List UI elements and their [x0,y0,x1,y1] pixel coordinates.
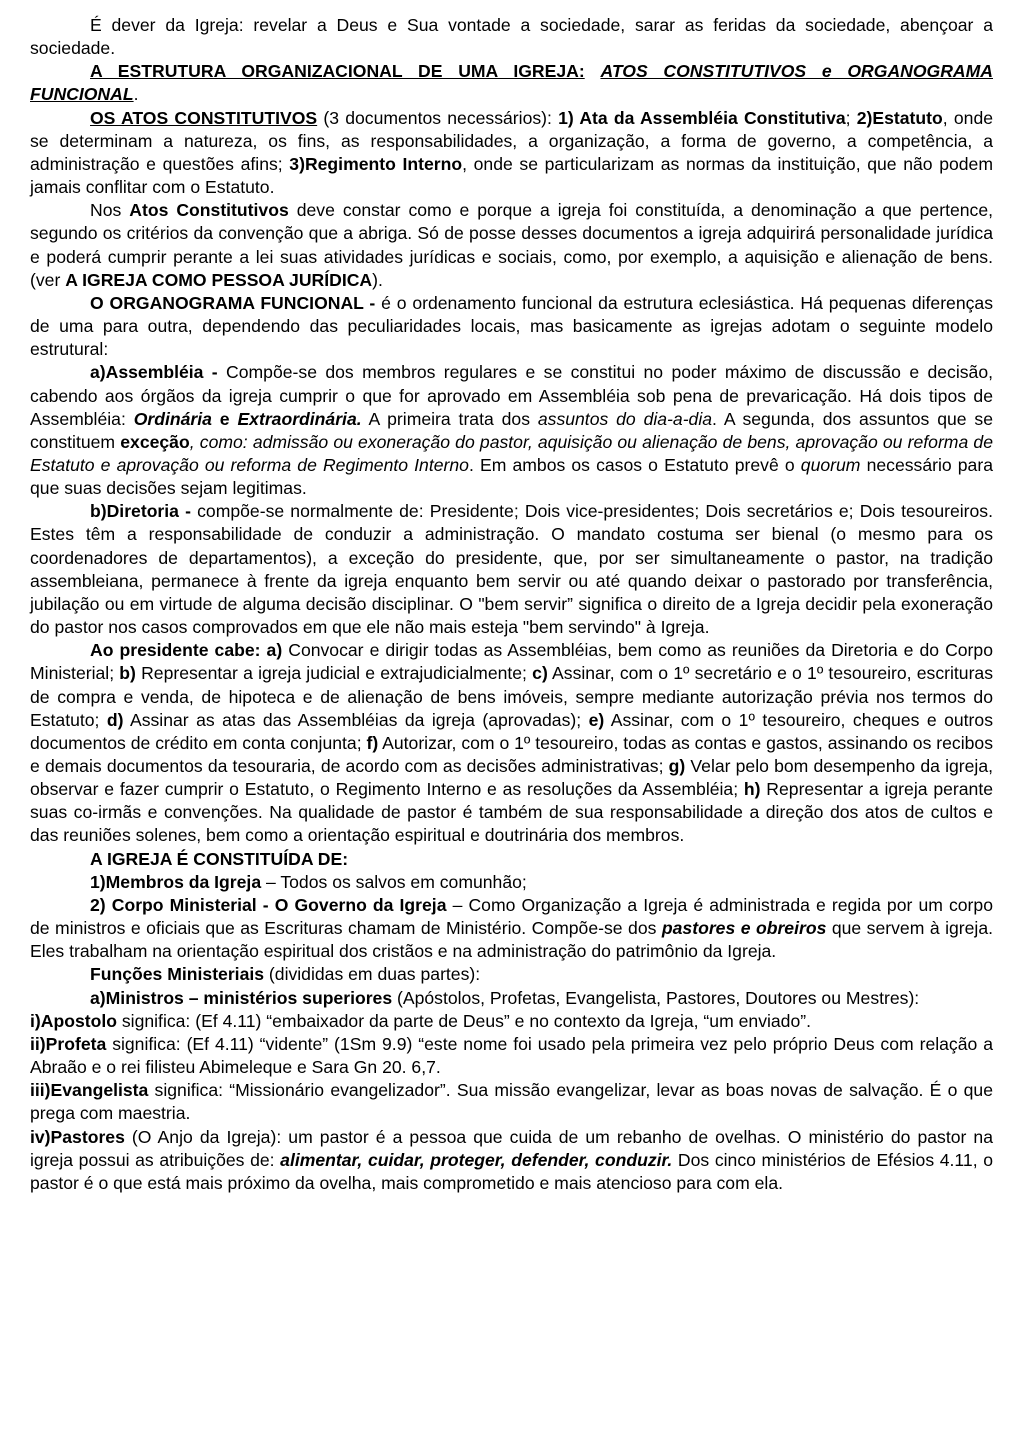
paragraph-ministers [30,987,993,1010]
term: e) [588,709,605,730]
term: c) [532,663,548,684]
term: d) [106,709,124,730]
term: Ao presidente cabe: a) [90,640,283,661]
paragraph-constitutive-acts [30,107,993,200]
text: Autorizar, com o 1º tesoureiro, todas as contas e gastos, assinando os recibos e demais documentos da tesouraria, de acordo com as decisões administrativas; [30,732,994,776]
text: (O Anjo da Igreja): um pastor é a pessoa que cuida de um rebanho de ovelhas. O ministério do pastor na igreja possui as atribuições de: [30,1126,993,1170]
term: iii)Evangelista [30,1080,149,1101]
term: OS ATOS CONSTITUTIVOS [90,107,318,128]
text: é o ordenamento funcional da estrutura eclesiástica. Há pequenas diferenças de uma para outra, dependendo das peculiaridades locais, mas basicamente as igrejas adotam o seguinte modelo estrutural: [30,292,993,360]
text: e [211,408,238,429]
term: Atos Constitutivos [129,200,289,221]
term: 3)Regimento Interno [289,153,463,174]
term: 2) Corpo Ministerial - O Governo da Igreja [90,894,447,915]
text: Convocar e dirigir todas as Assembléias, bem como as reuniões da Diretoria e do Corpo Ministerial; [30,640,993,684]
text: Assinar, com o 1º secretário e o 1º tesoureiro, escrituras de compra e venda, de hipoteca e de alienação de bens imóveis, sempre mediante autorização prévia nos termos do Estatuto; [30,663,994,730]
paragraph-church-duty [30,14,993,60]
paragraph-organogram [30,292,993,361]
term: b) [119,663,136,684]
paragraph-ministerial-functions [30,963,993,986]
paragraph-evangelist [30,1079,993,1125]
text: significa: “Missionário evangelizador”. Sua missão evangelizar, levar as boas novas de salvação. É o que prega com maestria. [30,1080,993,1124]
text: Compõe-se dos membros regulares e se constitui no poder máximo de discussão e decisão, cabendo aos órgãos da igreja cumprir o que for aprovado em Assembléia sob pena de prevaricação. Há dois tipos de Assembléia: [30,362,994,429]
document-body [30,14,993,1195]
text: É dever da Igreja: revelar a Deus e Sua vontade a sociedade, sarar as feridas da sociedade, abençoar a sociedade. [30,15,993,59]
paragraph-constitutive-acts-detail [30,199,993,292]
text: necessário para que suas decisões sejam legitimas. [30,454,993,499]
term: i)Apostolo [30,1010,117,1031]
section-heading-constituted [30,848,993,871]
emphasis: quorum [800,454,861,475]
term: h) [743,779,761,800]
term: exceção [120,431,190,452]
emphasis: assuntos do dia-a-dia [537,408,713,429]
text: , onde se particularizam as normas da instituição, que não podem jamais conflitar com o Estatuto. [30,153,993,198]
paragraph-members [30,871,993,894]
heading: A IGREJA É CONSTITUÍDA DE: [90,848,349,869]
term: a)Assembléia - [90,362,218,383]
paragraph-board [30,500,993,639]
text: A primeira trata dos [361,408,538,429]
paragraph-ministerial-body [30,894,993,963]
term: Ordinária [133,408,212,429]
term: A IGREJA COMO PESSOA JURÍDICA [65,269,373,290]
subtitle: ATOS CONSTITUTIVOS e ORGANOGRAMA FUNCIONAL [30,61,993,105]
term: b)Diretoria - [90,501,191,522]
term: ii)Profeta [30,1033,107,1054]
text: . Em ambos os casos o Estatuto prevê o [468,454,801,475]
text: (divididas em duas partes): [264,964,481,985]
section-heading-structure [30,60,993,106]
text: , onde se determinam a natureza, os fins, as responsabilidades, a organização, a forma de governo, a competência, a administração e questões afins; [30,107,994,174]
emphasis: pastores e obreiros [661,918,827,939]
text: . A segunda, dos assuntos que se constituem [30,408,994,452]
text: Assinar, com o 1º tesoureiro, cheques e outros documentos de crédito em conta conjunta; [30,709,993,753]
paragraph-apostle [30,1010,993,1033]
heading: A ESTRUTURA ORGANIZACIONAL DE UMA IGREJA: [90,61,585,82]
text: . [133,84,139,105]
term: O ORGANOGRAMA FUNCIONAL - [90,292,376,313]
text: significa: (Ef 4.11) “vidente” (1Sm 9.9) “este nome foi usado pela primeira vez pelo próprio Deus com relação a Abraão e o rei filisteu Abimeleque e Sara Gn 20. 6,7. [30,1033,993,1078]
paragraph-pastors [30,1126,993,1195]
text: Nos [90,200,130,221]
term: g) [668,756,686,776]
text: Assinar as atas das Assembléias da igreja (aprovadas); [123,709,589,730]
term: 1)Membros da Igreja [90,871,262,892]
paragraph-president-duties [30,639,993,847]
text: Velar pelo bom desempenho da igreja, observar e fazer cumprir o Estatuto, o Regimento Interno e as resoluções da Assembléia; [30,756,993,800]
paragraph-assembly [30,361,993,500]
term: 2)Estatuto [856,107,943,128]
emphasis: alimentar, cuidar, proteger, defender, conduzir. [280,1149,673,1170]
text: deve constar como e porque a igreja foi constituída, a denominação a que pertence, segundo os critérios da convenção que a abriga. Só de posse desses documentos a igreja adquirirá personalidade jurídica e poderá cumprir perante a lei suas atividades jurídicas e sociais, como, por exemplo, a aquisição e alienação de bens. (ver [30,200,993,290]
emphasis: : admissão ou exoneração do pastor, aquisição ou alienação de bens, aprovação ou reforma de Estatuto e aprovação ou reforma de Regimento Interno [30,431,993,475]
term: Extraordinária. [237,408,362,429]
text: Representar a igreja judicial e extrajudicialmente; [135,663,533,684]
text: ). [372,269,383,290]
term: Funções Ministeriais [90,964,265,985]
text: que servem à igreja. Eles trabalham na orientação espiritual dos cristãos e na administração do patrimônio da Igreja. [30,918,993,962]
text: – Como Organização a Igreja é administrada e regida por um corpo de ministros e oficiais que as Escrituras chamam de Ministério. Compõe-se dos [30,894,993,939]
emphasis: , como [189,431,243,452]
text: – Todos os salvos em comunhão; [261,871,527,892]
term: a)Ministros – ministérios superiores [90,987,393,1008]
text: significa: (Ef 4.11) “embaixador da parte de Deus” e no contexto da Igreja, “um enviado”. [116,1010,812,1031]
term: f) [366,732,379,753]
text: (3 documentos necessários): [317,107,559,128]
text: Representar a igreja perante suas co-irmãs e convenções. Na qualidade de pastor é também de sua responsabilidade a direção dos atos de cultos e das reuniões solenes, bem como a orientação espiritual e doutrinária dos membros. [30,779,993,846]
text: Dos cinco ministérios de Efésios 4.11, o pastor é o que está mais próximo da ovelha, mais comprometido e mais atencioso para com ela. [30,1149,994,1193]
text: ; [845,107,857,128]
paragraph-prophet [30,1033,993,1079]
text: compõe-se normalmente de: Presidente; Dois vice-presidentes; Dois secretários e; Dois tesoureiros. Estes têm a responsabilidade de conduzir a administração. O mandato costuma ser bienal (o mesmo para os coordenadores de departamentos), a exceção do presidente, que, por ser simultaneamente o pastor, na tradição assembleiana, permanece à frente da igreja enquanto bem servir ou até quando deixar o pastorado por transferência, jubilação ou em virtude de alguma decisão disciplinar. O "bem servir” significa o direito de a Igreja decidir pela exoneração do pastor nos casos comprovados em que ele não mais esteja "bem servindo" à Igreja. [30,501,993,638]
text: (Apóstolos, Profetas, Evangelista, Pastores, Doutores ou Mestres): [392,987,920,1008]
term: 1) Ata da Assembléia Constitutiva [558,107,846,128]
term: iv)Pastores [30,1126,125,1147]
